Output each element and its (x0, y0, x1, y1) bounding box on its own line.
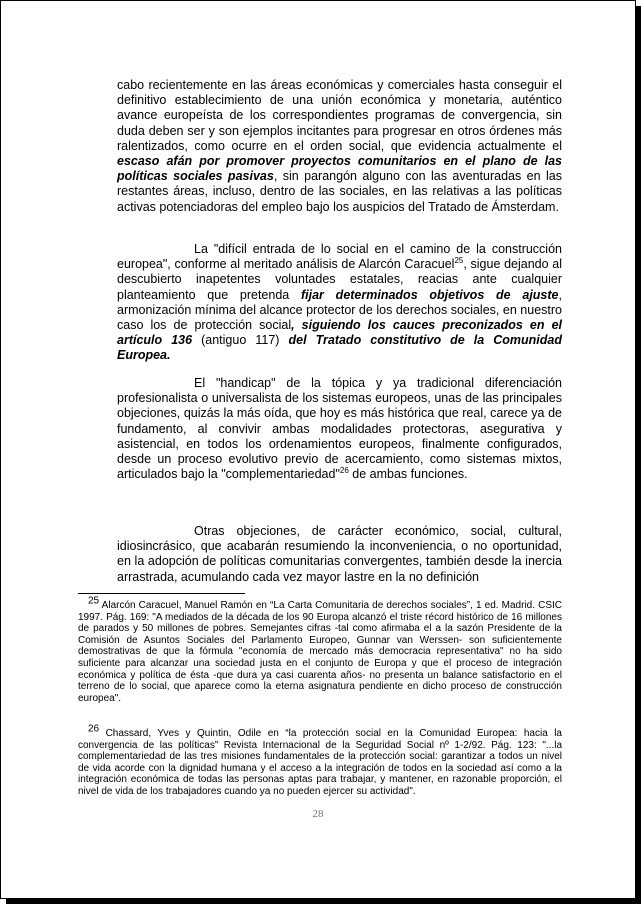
paragraph-1: cabo recientemente en las áreas económicas y comerciales hasta conseguir el definitivo establecimiento de una unión económica y monetaria, auténtico avance europeísta de los correspondientes programas de convergencia, sin duda deben ser y son ejemplos incitantes para progresar en otros órdenes más ralentizados, como ocurre en el orden social, que evidencia actualmente el escaso afán por promover proyectos comunitarios en el plano de las políticas sociales pasivas, sin parangón alguno con las aventuradas en las restantes áreas, incluso, dentro de las sociales, en las relativas a las políticas activas potenciadoras del empleo bajo los auspicios del Tratado de Ámsterdam. (117, 78, 562, 214)
footnote-text: Chassard, Yves y Quintin, Odile en “la protección social en la Comunidad Europea: hacia la convergencia de las políticas” Revista Internacional de la Seguridad Social nº 1-2/92. Pág. 123: "...la complementariedad de las tres misiones fundamentales de la protección social: garantizar a todos un nivel de vida acorde con la dignidad humana y el acceso a la integración de todos en la sociedad así como a la integración económica de todas las personas aptas para trabajar, y mantener, en razonable proporción, el nivel de vida de los trabajadores cuando ya no pueden ejercer su actividad". (78, 728, 562, 797)
footnote-text: Alarcón Caracuel, Manuel Ramón en “La Carta Comunitaria de derechos sociales”, 1 ed. Madrid. CSIC 1997. Pág. 169: "A mediados de la década de los 90 Europa alcanzó el triste récord histórico de 16 millones de parados y 50 millones de pobres. Semejantes cifras -tal como afirmaba el a la sazón Presidente de la Comisión de Asuntos Sociales del Parlamento Europeo, Gunnar van Werssen- son suficientemente demostrativas de que la fórmula "economía de mercado más democracia representativa" no ha sido suficiente para alcanzar una sociedad justa en el conjunto de Europa y que el proceso de integración económica y política de ésta -que dura ya casi cuarenta años- no presenta un balance satisfactorio en el terreno de lo social, que aparece como la eterna asignatura pendiente en dicho proceso de construcción europea". (78, 600, 562, 704)
page-shadow-bottom (6, 899, 641, 904)
footnote-number: 25 (88, 595, 100, 607)
page-number: 28 (312, 808, 324, 820)
footnote-separator (78, 593, 245, 594)
footnote-25 (78, 595, 562, 704)
paragraph-3: El "handicap" de la tópica y ya tradicional diferenciación profesionalista o universalista de los sistemas europeos, unas de las principales objeciones, quizás la más oída, que hoy es más histórica que real, carece ya de fundamento, al convivir ambas modalidades protectoras, asegurativa y asistencial, en todos los ordenamientos europeos, finalmente configurados, desde un proceso evolutivo previo de acercamiento, como sistemas mixtos, articulados bajo la "complementariedad"$^{26}$ de ambas funciones. (117, 376, 562, 482)
footnote-ref-26: 26 (339, 466, 349, 476)
paragraph-2: La "difícil entrada de lo social en el camino de la construcción europea", conforme al meritado análisis de Alarcón Caracuel$^{25}$, sigue dejando al descubierto inapetentes voluntades estatales, reacias ante cualquier planteamiento que pretenda fijar determinados objetivos de ajuste, armonización mínima del alcance protector de los derechos sociales, en nuestro caso los de protección social, siguiendo los cauces preconizados en el artículo 136 (antiguo 117) del Tratado constitutivo de la Comunidad Europea. (117, 242, 563, 363)
footnote-26 (78, 723, 562, 798)
footnote-ref-25: 25 (454, 256, 464, 266)
footnote-number: 26 (88, 723, 100, 735)
page-shadow-right (636, 6, 641, 904)
paragraph-4: Otras objeciones, de carácter económico, social, cultural, idiosincrásico, que acabarán resumiendo la inconveniencia, o no oportunidad, en la adopción de políticas comunitarias convergentes, también desde la inercia arrastrada, acumulando cada vez mayor lastre en la no definición (117, 524, 562, 584)
